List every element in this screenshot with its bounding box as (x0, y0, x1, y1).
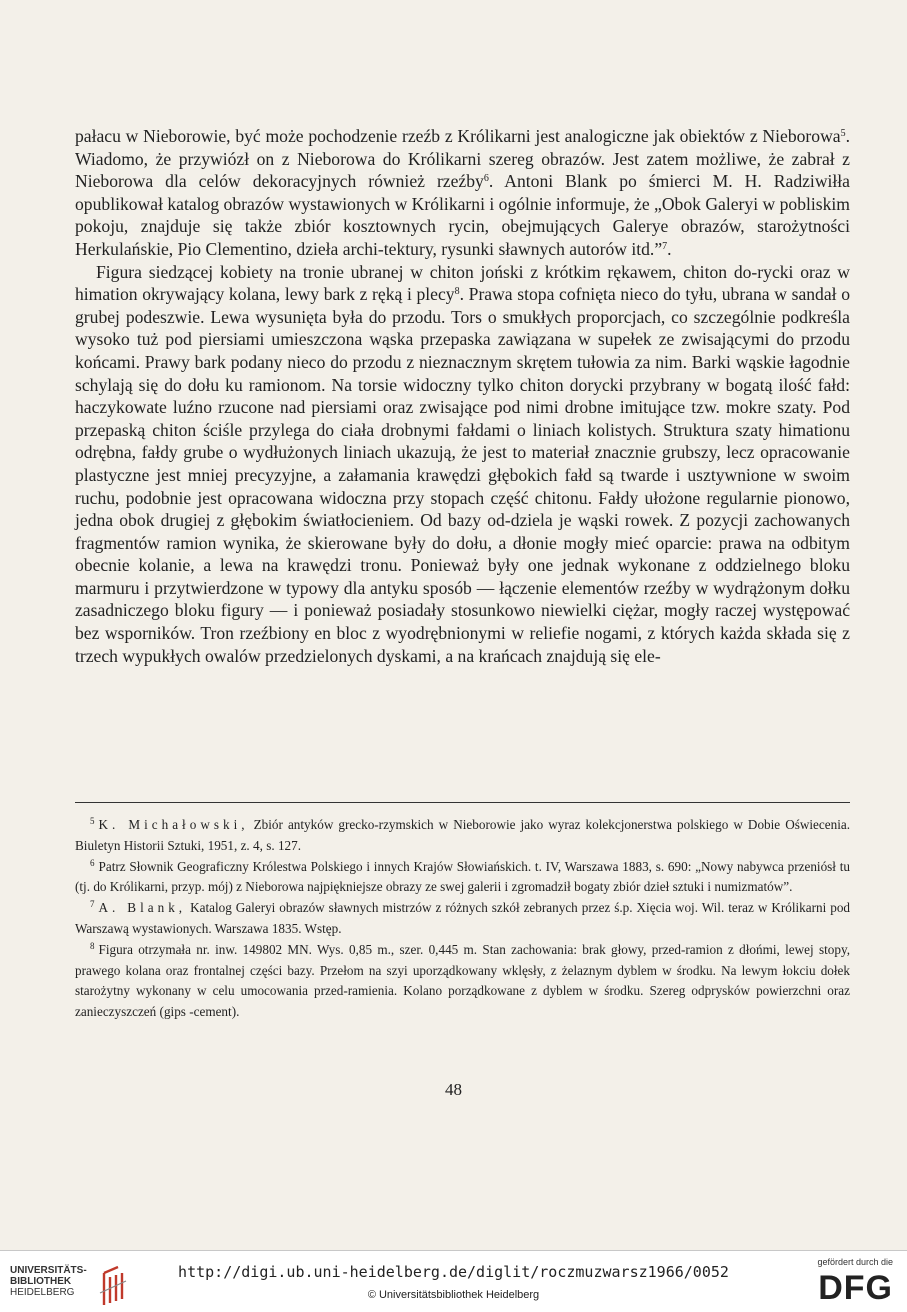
page-number: 48 (445, 1080, 462, 1099)
footnote-ref-6[interactable]: 6 (483, 173, 489, 185)
footnote-ref-5[interactable]: 5 (840, 128, 846, 139)
footnote-ref-8[interactable]: 8 (454, 286, 460, 298)
footnotes (75, 815, 850, 1023)
permalink-url[interactable]: http://digi.ub.uni-heidelberg.de/diglit/roczmuzwarsz1966/0052 (178, 1263, 729, 1281)
copyright-notice: © Universitätsbibliothek Heidelberg (367, 1289, 540, 1301)
university-library-name: UNIVERSITÄTS- BIBLIOTHEK HEIDELBERG (10, 1265, 87, 1298)
footnote-6: $^6$ Patrz Słownik Geograficzny Królestwa Polskiego i innych Krajów Słowiańskich. t. IV, Warszawa 1883, s. 690: „Nowy nabywca przeniósł tu (tj. do Królikarni, przyp. mój) z Nieborowa najpiękniejsze obrazy ze swej galerii i zgromadził bogaty zbiór dzieł sztuki i numizmatów”. (75, 857, 850, 895)
dfg-caption: gefördert durch die (817, 1257, 893, 1267)
paragraph-2: Figura siedzącej kobiety na tronie ubranej w chiton joński z krótkim rękawem, chiton do-rycki oraz w himation okrywający kolana, lewy bark z ręką i plecy$^8$. Prawa stopa cofnięta nieco do tyłu, ubrana w sandał o grubej podeszwie. Lewa wysunięta była do przodu. Tors o smukłych proporcjach, co szczególnie podkreśla wysoko tuż pod piersiami umieszczona wąska przepaska zawiązana w supełek ze zwisającymi do przodu końcami. Prawy bark podany nieco do przodu z nieznacznym skrętem tułowia za nim. Barki wąskie łagodnie schylają się do dołu ku ramionom. Na torsie widoczny tylko chiton dorycki przybrany w bogatą ilość fałd: haczykowate luźno rzucone nad piersiami oraz zwisające pod nimi drobne imitujące tzw. mokre szaty. Pod przepaską chiton ściśle przylega do ciała drobnymi fałdami o liniach kolistych. Struktura szaty himationu odrębna, fałdy grube o wydłużonych liniach ukazują, że jest to materiał znacznie grubszy, lecz opracowanie plastyczne jest mniej precyzyjne, a załamania krawędzi głębokich fałd są twarde i usztywnione w swoim ruchu, podobnie jest opracowana widoczna przy stopach część chitonu. Fałdy ułożone regularnie pionowo, jedna obok drugiej z głębokim światłocieniem. Od bazy od-dziela je wąski rowek. Z pozycji zachowanych fragmentów ramion wynika, że skierowane były do dołu, a dłonie mogły mieć oparcie: prawa na odbitym obecnie kolanie, a lewa na krawędzi tronu. Ponieważ były one jednak wykonane z oddzielnego bloku marmuru i przytwierdzone w typowy dla antyku sposób — łączenie elementów rzeźby w wydrążonym dołku zasadniczego bloku figury — i ponieważ posiadały stosunkowo niewielki ciężar, mogły raczej występować bez wsporników. Tron rzeźbiony en bloc z wyodrębnionymi w reliefie nogami, z których każda składa się z trzech wypukłych owalów przedzielonych dyskami, a na krańcach znajdują się ele- (75, 261, 850, 666)
footnote-5: $^5$ K. Michałowski, Zbiór antyków grecko-rzymskich w Nieborowie jako wyraz kolekcjonerstwa polskiego w Dobie Oświecenia. Biuletyn Historii Sztuki, 1951, z. 4, s. 127. (75, 816, 851, 853)
footnote-divider (75, 802, 850, 803)
footnote-7: $^7$ A. Blank, Katalog Galeryi obrazów sławnych mistrzów z różnych szkół zebranych przez ś.p. Xięcia woj. Wil. teraz w Królikarni pod Warszawą wystawionych. Warszawa 1835. Wstęp. (75, 899, 851, 936)
digitization-footer (0, 1250, 907, 1312)
footnote-8: $^8$ Figura otrzymała nr. inw. 149802 MN. Wys. 0,85 m., szer. 0,445 m. Stan zachowania: brak głowy, przed-ramion z dłońmi, lewej stopy, prawego kolana oraz frontalnej części bazy. Przełom na szyi uporządkowany wklęsły, z żelaznym dyblem w środku. Na lewym łokciu dołek starożytny wykonany w celu umocowania przed-ramienia. Kolano porządkowane z dyblem w środku. Szereg odprysków powierzchni oraz zanieczyszczeń (gips -cement). (75, 940, 850, 1020)
dfg-logo[interactable] (803, 1257, 893, 1307)
dfg-wordmark: DFG (818, 1269, 893, 1307)
body-text (75, 125, 850, 667)
paragraph-1: pałacu w Nieborowie, być może pochodzenie rzeźb z Królikarni jest analogiczne jak obiektów z Nieborowa$^5$. Wiadomo, że przywiózł on z Nieborowa do Królikarni szereg obrazów. Jest zatem możliwe, że zabrał z Nieborowa dla celów dekoracyjnych również rzeźby$^6$. Antoni Blank po śmierci M. H. Radziwiłła opublikował katalog obrazów wystawionych w Królikarni i ogólnie informuje, że „Obok Galeryi w pobliskim pokoju, znajduje się także zbiór kosztownych rycin, obejmujących Galerye obrazów, starożytności Herkulańskie, Pio Clementino, dzieła archi-tektury, rysunki sławnych autorów itd.”$^7$. (75, 126, 850, 259)
footnote-ref-7[interactable]: 7 (662, 240, 668, 252)
